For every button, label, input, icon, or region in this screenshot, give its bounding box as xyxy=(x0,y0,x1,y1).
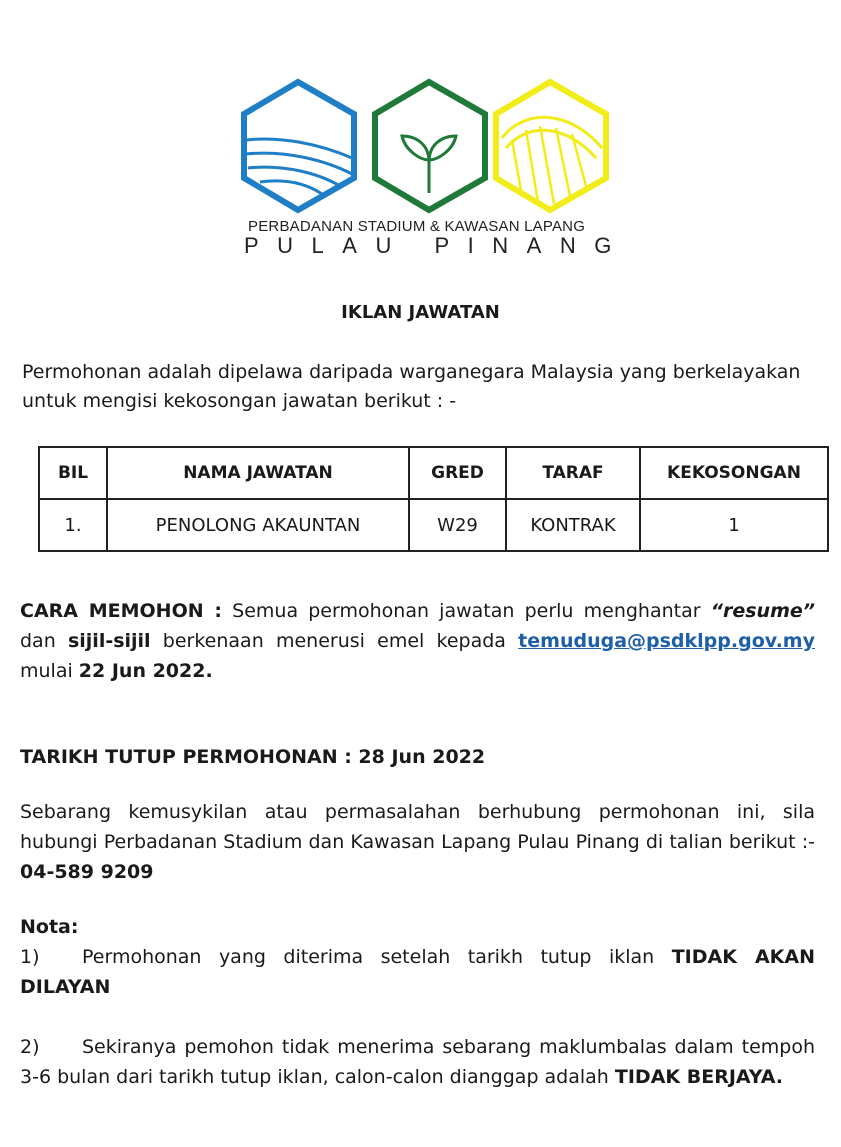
enquiry-body: Sebarang kemusykilan atau permasalahan berhubung permohonan ini, sila hubungi Perbadanan Stadium dan Kawasan Lapang Pulau Pinang di talian berikut :- xyxy=(20,801,815,853)
note-text: Sekiranya pemohon tidak menerima sebarang maklumbalas dalam tempoh 3-6 bulan dari tarikh tutup iklan, calon-calon dianggap adalah xyxy=(20,1036,815,1088)
notes-title: Nota: xyxy=(20,916,79,938)
phone-number: 04-589 9209 xyxy=(20,861,154,883)
vacancy-table xyxy=(38,446,829,552)
col-nama-jawatan: NAMA JAWATAN xyxy=(107,447,409,499)
cara-label: CARA MEMOHON : xyxy=(20,600,222,622)
cara-text: mulai xyxy=(20,660,79,682)
note-bold: TIDAK BERJAYA. xyxy=(614,1066,784,1088)
logo-org-name: PERBADANAN STADIUM & KAWASAN LAPANG xyxy=(248,218,586,235)
col-gred: GRED xyxy=(409,447,506,499)
stadium-field-icon xyxy=(244,82,354,210)
page-title: IKLAN JAWATAN xyxy=(341,302,500,323)
note-number: 2) xyxy=(20,1036,40,1058)
cell-bil: 1. xyxy=(39,499,107,551)
intro-text: Permohonan adalah dipelawa daripada warganegara Malaysia yang berkelayakan untuk mengisi kekosongan jawatan berikut : - xyxy=(22,361,801,412)
resume-text: “resume” xyxy=(710,600,815,622)
note-item-1 xyxy=(20,942,815,1002)
col-bil: BIL xyxy=(39,447,107,499)
cell-gred: W29 xyxy=(409,499,506,551)
sprout-icon xyxy=(375,82,485,210)
cara-text: berkenaan menerusi emel kepada xyxy=(150,630,519,652)
note-item-2 xyxy=(20,1032,815,1092)
cara-text: dan xyxy=(20,630,68,652)
note-number: 1) xyxy=(20,946,40,968)
start-date: 22 Jun 2022. xyxy=(78,660,213,682)
col-taraf: TARAF xyxy=(506,447,640,499)
closing-date: TARIKH TUTUP PERMOHONAN : 28 Jun 2022 xyxy=(20,746,486,768)
table-header-row xyxy=(39,447,828,499)
table-row xyxy=(39,499,828,551)
cell-kekosongan: 1 xyxy=(640,499,828,551)
application-method xyxy=(20,596,815,686)
cell-nama-jawatan: PENOLONG AKAUNTAN xyxy=(107,499,409,551)
notes xyxy=(20,912,815,1092)
logo-state-name: PULAU PINANG xyxy=(244,233,630,258)
cell-taraf: KONTRAK xyxy=(506,499,640,551)
col-kekosongan: KEKOSONGAN xyxy=(640,447,828,499)
sijil-text: sijil-sijil xyxy=(67,630,151,652)
note-bold: TIDAK AKAN DILAYAN xyxy=(20,946,815,998)
enquiry-text xyxy=(20,797,815,887)
stadium-roof-icon xyxy=(496,82,606,210)
cara-text: Semua permohonan jawatan perlu menghantar xyxy=(221,600,711,622)
note-text: Permohonan yang diterima setelah tarikh tutup iklan xyxy=(82,946,672,968)
email-link[interactable]: temuduga@psdklpp.gov.my xyxy=(518,630,815,652)
